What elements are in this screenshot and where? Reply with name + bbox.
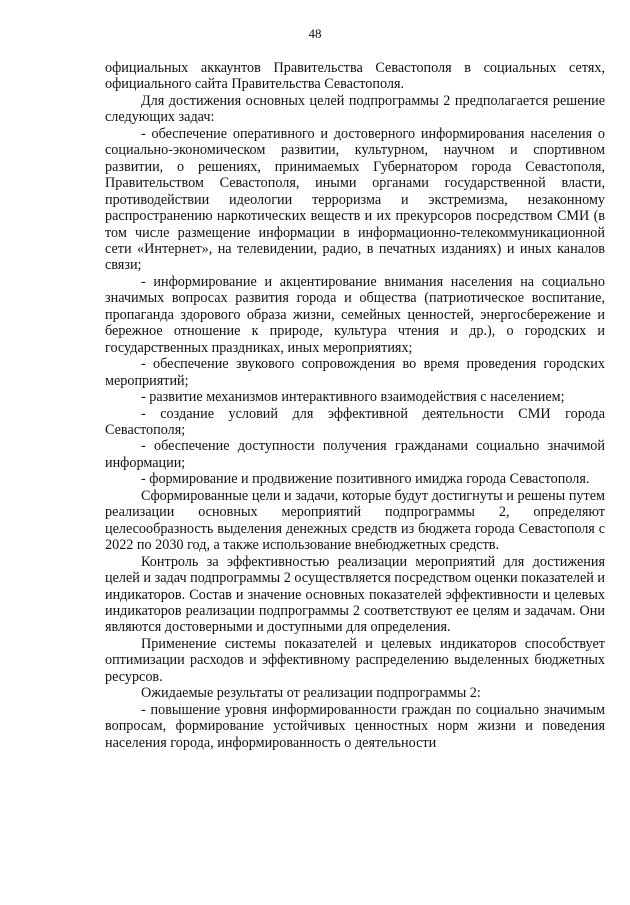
paragraph-continuation: официальных аккаунтов Правительства Севастополя в социальных сетях, официального сайта Правительства Севастополя.	[105, 60, 605, 93]
paragraph-control: Контроль за эффективностью реализации мероприятий для достижения целей и задач подпрограммы 2 осуществляется посредством оценки показателей и индикаторов. Состав и значение основных показателей эффективности и целевых индикаторов реализации подпрограммы 2 соответствуют ее целям и задачам. Они являются достоверными и доступными для определения.	[105, 553, 605, 636]
list-item-info-access: - обеспечение доступности получения гражданами социально значимой информации;	[105, 438, 605, 471]
page-number: 48	[308, 26, 322, 41]
paragraph-funding: Сформированные цели и задачи, которые будут достигнуты и решены путем реализации основных мероприятий подпрограммы 2, определяют целесообразность выделения денежных средств из бюджета города Севастополя с 2022 по 2030 год, а также использование внебюджетных средств.	[105, 487, 605, 554]
list-item-interactive: - развитие механизмов интерактивного взаимодействия с населением;	[141, 389, 565, 406]
list-item-awareness: - повышение уровня информированности граждан по социально значимым вопросам, формирование устойчивых ценностных норм жизни и поведения населения города, информированность о деятельности	[105, 701, 605, 751]
list-item-informing: - обеспечение оперативного и достоверного информирования населения о социально-экономическом развитии, культурном, научном и спортивном развитии, о решениях, принимаемых Губернатором города Севастополя, Правительством Севастополя, иными органами государственной власти, противодействии идеологии терроризма и экстремизма, незаконному распространению наркотических веществ и их прекурсоров посредством СМИ (в том числе размещение информации в информационно-телекоммуникационной сети «Интернет», на телевидении, радио, в печатных изданиях) и иных каналов связи;	[105, 125, 605, 274]
paragraph-tasks-intro: Для достижения основных целей подпрограммы 2 предполагается решение следующих задач:	[105, 92, 605, 126]
document-body	[105, 60, 605, 751]
list-item-image: - формирование и продвижение позитивного имиджа города Севастополя.	[141, 471, 590, 488]
paragraph-expected-results: Ожидаемые результаты от реализации подпрограммы 2:	[141, 685, 481, 702]
list-item-media-conditions: - создание условий для эффективной деятельности СМИ города Севастополя;	[105, 405, 605, 438]
list-item-attention: - информирование и акцентирование внимания населения на социально значимых вопросах развития города и общества (патриотическое воспитание, пропаганда здорового образа жизни, семейных ценностей, энергосбережение и бережное отношение к природе, культура чтения и др.), о городских и государственных праздниках, иных мероприятиях;	[105, 273, 605, 356]
paragraph-indicators: Применение системы показателей и целевых индикаторов способствует оптимизации расходов и эффективному распределению выделенных бюджетных ресурсов.	[105, 635, 605, 685]
list-item-sound: - обеспечение звукового сопровождения во время проведения городских мероприятий;	[105, 356, 605, 389]
